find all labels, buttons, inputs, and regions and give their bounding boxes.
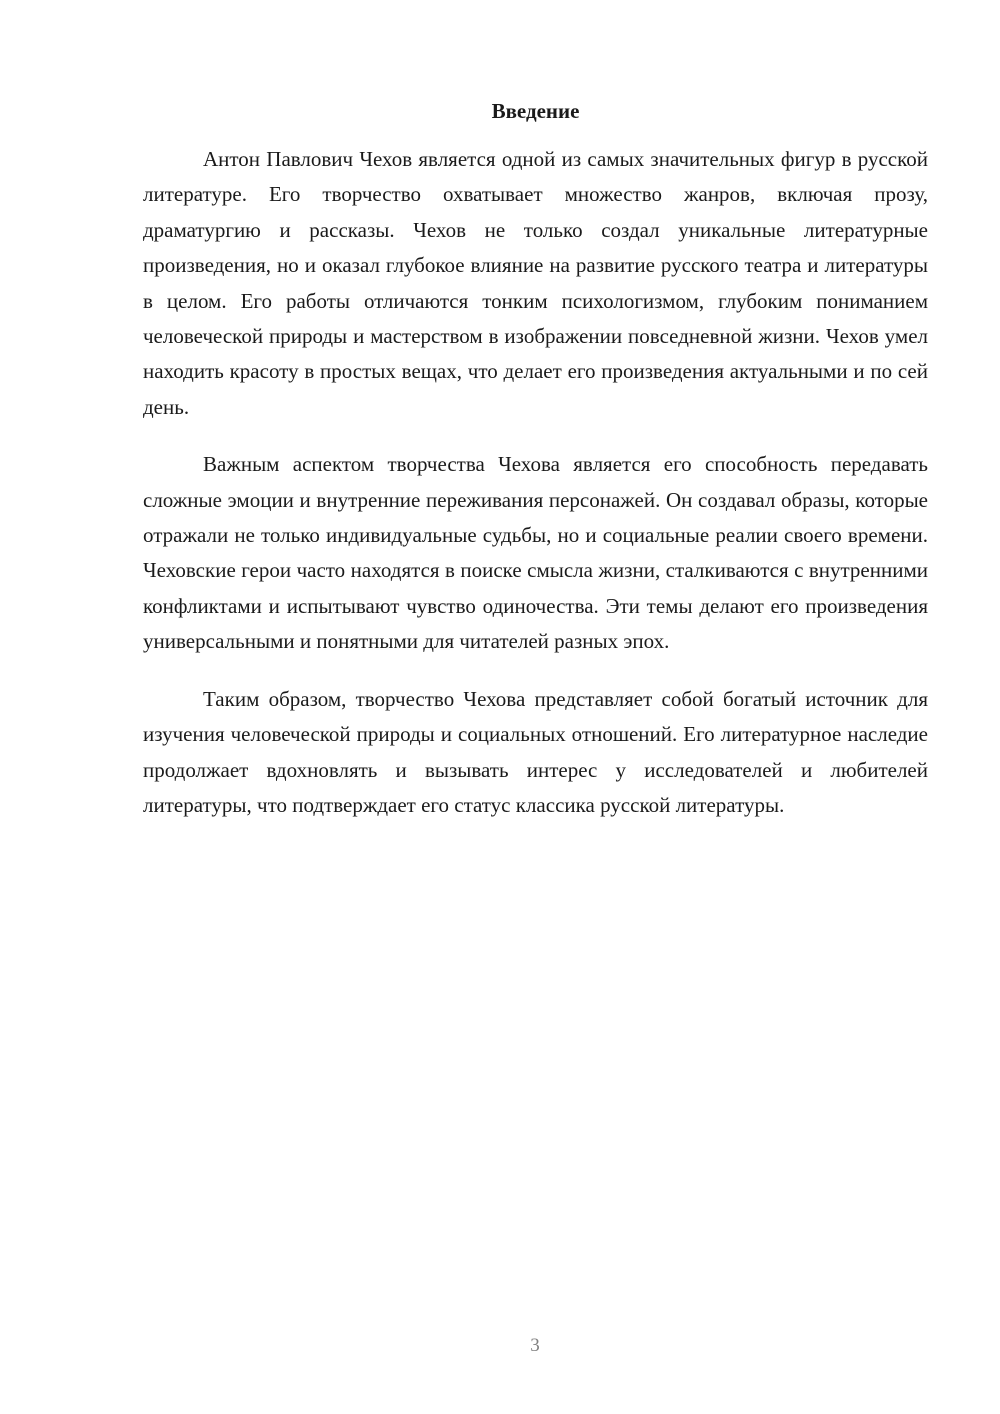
section-heading: Введение xyxy=(491,99,580,123)
paragraph-2: Важным аспектом творчества Чехова является его способность передавать сложные эмоции и внутренние переживания персонажей. Он создавал образы, которые отражали не только индивидуальные судьбы, но и социальные реалии своего времени. Чеховские герои часто находятся в поиске смысла жизни, сталкиваются с внутренними конфликтами и испытывают чувство одиночества. Эти темы делают его произведения универсальными и понятными для читателей разных эпох. xyxy=(143,452,928,654)
paragraph-1: Антон Павлович Чехов является одной из самых значительных фигур в русской литературе. Его творчество охватывает множество жанров, включая прозу, драматургию и рассказы. Чехов не только создал уникальные литературные произведения, но и оказал глубокое влияние на развитие русского театра и литературы в целом. Его работы отличаются тонким психологизмом, глубоким пониманием человеческой природы и мастерством в изображении повседневной жизни. Чехов умел находить красоту в простых вещах, что делает его произведения актуальными и по сей день. xyxy=(143,147,928,419)
page-number: 3 xyxy=(530,1335,540,1356)
body-text xyxy=(143,142,928,845)
paragraph-3: Таким образом, творчество Чехова представляет собой богатый источник для изучения человеческой природы и социальных отношений. Его литературное наследие продолжает вдохновлять и вызывать интерес у исследователей и любителей литературы, что подтверждает его статус классика русской литературы. xyxy=(143,686,928,817)
